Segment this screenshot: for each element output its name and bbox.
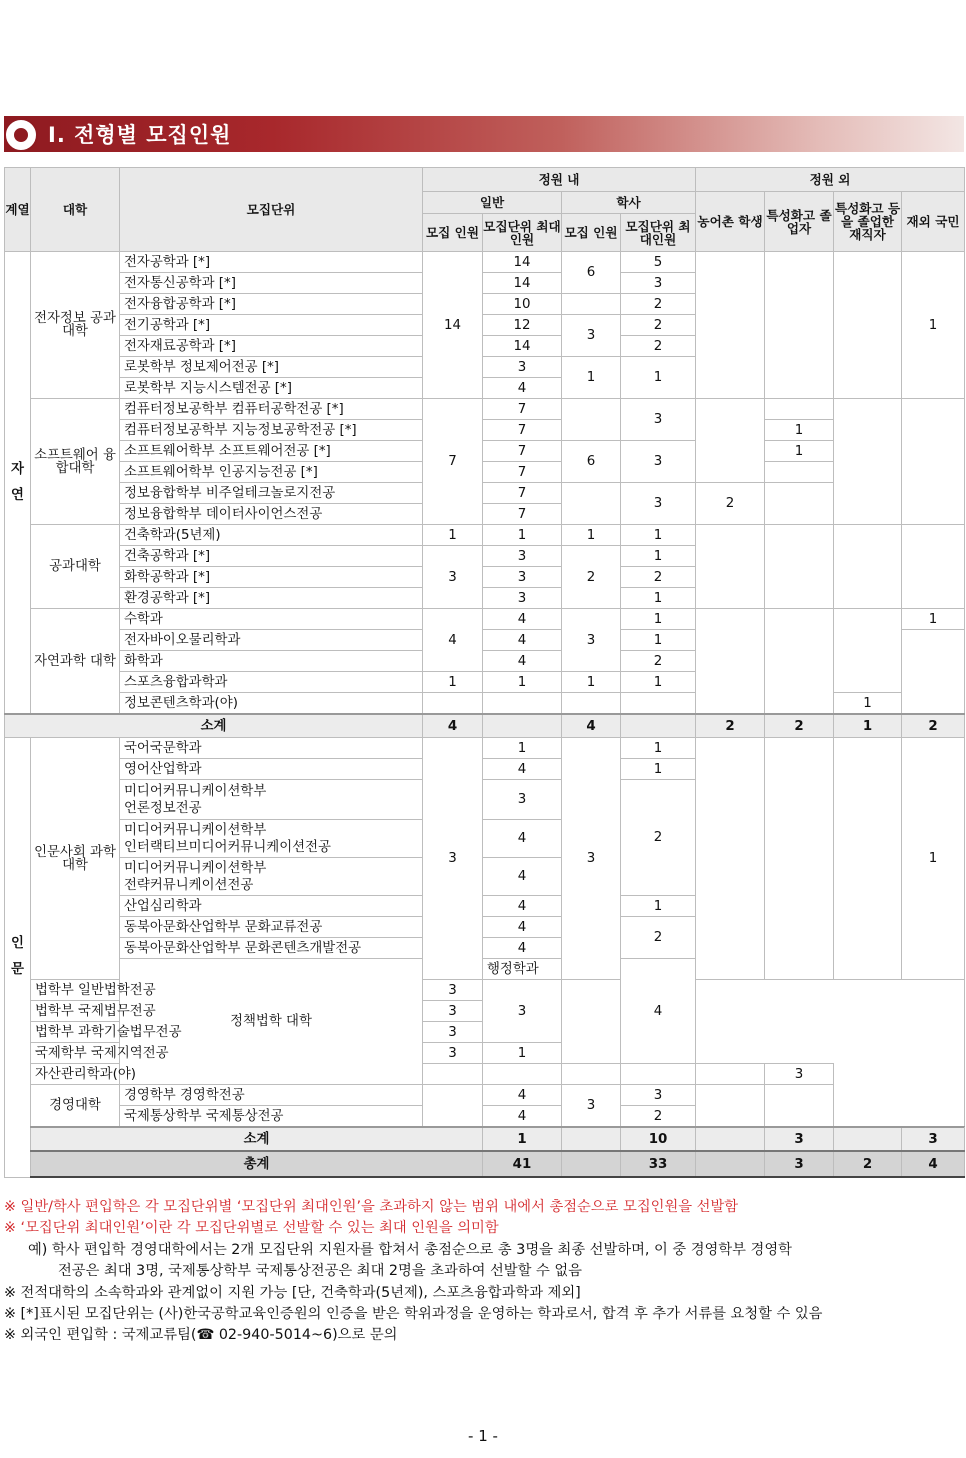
university-logo — [4, 118, 38, 152]
value-cell: 4 — [423, 714, 483, 738]
unit-name: 건축학과(5년제) — [120, 525, 423, 546]
value-cell: 4 — [902, 1151, 965, 1177]
college-cell: 경영대학 — [31, 1085, 120, 1128]
value-cell — [621, 693, 696, 715]
value-cell: 4 — [483, 630, 562, 651]
value-cell: 3 — [562, 738, 621, 980]
value-cell — [483, 693, 562, 715]
unit-name: 전자공학과 [*] — [120, 252, 423, 273]
value-cell — [696, 525, 765, 609]
col-gyeyeol: 계열 — [5, 168, 31, 252]
value-cell — [834, 525, 902, 609]
unit-name: 전자재료공학과 [*] — [120, 336, 423, 357]
value-cell: 3 — [562, 1085, 621, 1128]
value-cell: 3 — [562, 609, 621, 672]
subtotal-label: 소계 — [5, 714, 423, 738]
value-cell: 1 — [621, 357, 696, 399]
unit-name: 법학부 국제법무전공 — [31, 1001, 120, 1022]
unit-name: 건축공학과 [*] — [120, 546, 423, 567]
value-cell — [834, 252, 902, 399]
unit-name: 국제학부 국제지역전공 — [31, 1043, 120, 1064]
value-cell: 7 — [483, 504, 562, 525]
value-cell: 1 — [423, 525, 483, 546]
value-cell: 3 — [483, 588, 562, 609]
value-cell: 3 — [562, 315, 621, 357]
unit-name: 정보콘텐츠학과(야) — [120, 693, 423, 715]
value-cell — [562, 1064, 621, 1085]
value-cell: 4 — [483, 820, 562, 858]
value-cell: 1 — [562, 525, 621, 546]
college-cell: 인문사회 과학대학 — [31, 738, 120, 980]
unit-name: 동북아문화산업학부 문화콘텐츠개발전공 — [120, 938, 423, 959]
note-5: ※ 외국인 편입학 : 국제교류팀(☎ 02-940-5014~6)으로 문의 — [4, 1327, 398, 1344]
col-haksa-inwon: 모집 인원 — [562, 214, 621, 252]
value-cell: 10 — [483, 294, 562, 315]
value-cell: 2 — [621, 315, 696, 336]
value-cell: 1 — [621, 525, 696, 546]
value-cell — [621, 714, 696, 738]
value-cell: 1 — [621, 609, 696, 630]
college-cell: 정책법학 대학 — [120, 959, 423, 1085]
unit-name: 로봇학부 정보제어전공 [*] — [120, 357, 423, 378]
value-cell: 1 — [765, 441, 834, 462]
unit-name: 정보융합학부 데이터사이언스전공 — [120, 504, 423, 525]
value-cell: 1 — [562, 357, 621, 399]
value-cell — [765, 525, 834, 609]
value-cell: 3 — [423, 980, 483, 1001]
value-cell: 41 — [483, 1151, 562, 1177]
unit-name: 국제통상학부 국제통상전공 — [120, 1106, 423, 1128]
value-cell: 10 — [621, 1127, 696, 1151]
value-cell: 3 — [423, 1001, 483, 1022]
notes — [4, 1197, 962, 1347]
value-cell: 1 — [621, 759, 696, 780]
unit-name: 컴퓨터정보공학부 지능정보공학전공 [*] — [120, 420, 423, 441]
value-cell: 12 — [483, 315, 562, 336]
total-row — [5, 1151, 965, 1177]
unit-name: 전자바이오물리학과 — [120, 630, 423, 651]
unit-name: 법학부 일반법학전공 — [31, 980, 120, 1001]
value-cell: 1 — [423, 672, 483, 693]
value-cell: 3 — [483, 980, 562, 1043]
value-cell: 2 — [621, 780, 696, 896]
value-cell — [902, 525, 965, 609]
unit-name: 법학부 과학기술법무전공 — [31, 1022, 120, 1043]
col-jeongwon-nae: 정원 내 — [423, 168, 696, 192]
value-cell: 4 — [621, 959, 696, 1064]
unit-name: 화학공학과 [*] — [120, 567, 423, 588]
value-cell: 2 — [621, 336, 696, 357]
col-ilban-inwon: 모집 인원 — [423, 214, 483, 252]
value-cell: 3 — [483, 357, 562, 378]
value-cell — [562, 1151, 621, 1177]
subtotal-row-jayeon — [5, 714, 965, 738]
unit-name: 경영학부 경영학전공 — [120, 1085, 423, 1106]
value-cell: 3 — [621, 1085, 696, 1106]
unit-name: 동북아문화산업학부 문화교류전공 — [120, 917, 423, 938]
value-cell: 1 — [621, 738, 696, 759]
value-cell: 3 — [483, 780, 562, 820]
value-cell: 1 — [902, 738, 965, 980]
value-cell: 1 — [621, 672, 696, 693]
value-cell: 1 — [483, 738, 562, 759]
value-cell: 7 — [483, 420, 562, 441]
col-ilban: 일반 — [423, 192, 562, 214]
college-cell: 소프트웨어 융합대학 — [31, 399, 120, 525]
value-cell — [483, 714, 562, 738]
page-number: - 1 - — [468, 1427, 498, 1445]
value-cell — [696, 1085, 765, 1128]
value-cell — [562, 399, 621, 441]
value-cell: 3 — [902, 1127, 965, 1151]
unit-name: 로봇학부 지능시스템전공 [*] — [120, 378, 423, 399]
college-cell: 공과대학 — [31, 525, 120, 609]
value-cell — [834, 738, 902, 980]
unit-name: 미디어커뮤니케이션학부 인터랙티브미디어커뮤니케이션전공 — [120, 820, 423, 858]
value-cell: 3 — [765, 1064, 834, 1085]
value-cell — [765, 462, 834, 483]
value-cell: 1 — [483, 672, 562, 693]
value-cell: 3 — [621, 399, 696, 441]
unit-name: 컴퓨터정보공학부 컴퓨터공학전공 [*] — [120, 399, 423, 420]
value-cell — [902, 399, 965, 525]
col-ilban-max: 모집단위 최대인원 — [483, 214, 562, 252]
col-haksa: 학사 — [562, 192, 696, 214]
value-cell: 3 — [765, 1151, 834, 1177]
value-cell — [423, 693, 483, 715]
value-cell: 4 — [483, 858, 562, 896]
unit-name: 전자융합공학과 [*] — [120, 294, 423, 315]
value-cell: 3 — [483, 567, 562, 588]
value-cell: 1 — [765, 420, 834, 441]
value-cell: 4 — [483, 378, 562, 399]
value-cell: 3 — [423, 1022, 483, 1043]
col-unit: 모집단위 — [120, 168, 423, 252]
subtotal-row-inmun — [5, 1127, 965, 1151]
value-cell: 7 — [483, 441, 562, 462]
value-cell: 1 — [483, 1043, 562, 1064]
value-cell — [562, 483, 621, 525]
value-cell — [696, 1064, 765, 1085]
unit-name: 스포츠융합과학과 — [120, 672, 423, 693]
value-cell: 1 — [902, 609, 965, 630]
section-title: Ⅰ. 전형별 모집인원 — [48, 123, 232, 147]
note-example-1: 예) 학사 편입학 경영대학에서는 2개 모집단위 지원자를 합쳐서 총점순으로 총 3명을 최종 선발하며, 이 중 경영학부 경영학 — [28, 1241, 792, 1258]
recruitment-table — [4, 167, 965, 1178]
value-cell: 2 — [621, 567, 696, 588]
value-cell — [765, 483, 834, 525]
value-cell: 1 — [483, 1127, 562, 1151]
college-cell: 전자정보 공과대학 — [31, 252, 120, 399]
value-cell — [902, 630, 965, 715]
value-cell: 4 — [562, 714, 621, 738]
value-cell — [696, 1151, 765, 1177]
value-cell: 2 — [621, 294, 696, 315]
value-cell: 2 — [696, 714, 765, 738]
col-teukseong-grad: 특성화고 졸업자 — [765, 192, 834, 252]
value-cell: 1 — [834, 714, 902, 738]
value-cell — [834, 609, 902, 693]
value-cell: 3 — [423, 738, 483, 980]
value-cell: 6 — [562, 441, 621, 483]
value-cell: 2 — [621, 1106, 696, 1128]
col-nongeochon: 농어촌 학생 — [696, 192, 765, 252]
college-cell: 자연과학 대학 — [31, 609, 120, 715]
value-cell: 3 — [423, 546, 483, 609]
value-cell: 14 — [483, 273, 562, 294]
value-cell — [696, 1127, 765, 1151]
value-cell — [696, 252, 765, 399]
value-cell — [765, 1085, 834, 1128]
value-cell: 1 — [834, 693, 902, 715]
value-cell — [834, 1127, 902, 1151]
value-cell: 1 — [902, 252, 965, 399]
col-college: 대학 — [31, 168, 120, 252]
col-teukseong-work: 특성화고 등을 졸업한 재직자 — [834, 192, 902, 252]
value-cell: 4 — [483, 609, 562, 630]
value-cell: 3 — [483, 546, 562, 567]
note-4: ※ [*]표시된 모집단위는 (사)한국공학교육인증원의 인증을 받은 학위과정을 운영하는 학과로서, 합격 후 추가 서류를 요청할 수 있음 — [4, 1306, 823, 1323]
unit-name: 정보융합학부 비주얼테크놀로지전공 — [120, 483, 423, 504]
value-cell: 2 — [696, 483, 765, 525]
note-example-2: 전공은 최대 3명, 국제통상학부 국제통상전공은 최대 2명을 초과하여 선발할 수 없음 — [58, 1263, 582, 1280]
unit-name: 수학과 — [120, 609, 423, 630]
value-cell — [423, 1064, 483, 1085]
value-cell: 4 — [483, 917, 562, 938]
unit-name: 소프트웨어학부 인공지능전공 [*] — [120, 462, 423, 483]
value-cell — [483, 1064, 562, 1085]
col-jaeoe: 재외 국민 — [902, 192, 965, 252]
table-header — [5, 168, 965, 252]
unit-name: 전자통신공학과 [*] — [120, 273, 423, 294]
value-cell: 4 — [483, 1106, 562, 1128]
value-cell: 3 — [621, 441, 696, 483]
note-1: ※ 일반/학사 편입학은 각 모집단위별 ‘모집단위 최대인원’을 초과하지 않는 범위 내에서 총점순으로 모집인원을 선발함 — [4, 1199, 739, 1215]
value-cell: 2 — [562, 546, 621, 609]
value-cell — [696, 609, 765, 715]
value-cell — [834, 399, 902, 525]
col-jeongwon-oe: 정원 외 — [696, 168, 965, 192]
value-cell — [765, 399, 834, 420]
value-cell — [423, 1085, 483, 1128]
value-cell — [765, 738, 834, 980]
value-cell: 7 — [483, 462, 562, 483]
unit-name: 영어산업학과 — [120, 759, 423, 780]
value-cell — [562, 693, 621, 715]
value-cell: 4 — [483, 759, 562, 780]
unit-name: 화학과 — [120, 651, 423, 672]
value-cell: 4 — [423, 609, 483, 672]
group-inmun: 인 문 — [5, 738, 31, 1178]
value-cell: 7 — [483, 483, 562, 504]
value-cell: 1 — [621, 588, 696, 609]
value-cell: 4 — [483, 896, 562, 917]
unit-name: 미디어커뮤니케이션학부 전략커뮤니케이션전공 — [120, 858, 423, 896]
value-cell: 2 — [621, 651, 696, 672]
value-cell: 2 — [765, 714, 834, 738]
total-label: 총계 — [31, 1151, 483, 1177]
note-3: ※ 전적대학의 소속학과와 관계없이 지원 가능 [단, 건축학과(5년제), 스포츠융합과학과 제외] — [4, 1284, 581, 1301]
value-cell: 33 — [621, 1151, 696, 1177]
value-cell: 7 — [423, 399, 483, 525]
value-cell: 1 — [621, 630, 696, 651]
group-jayeon: 자 연 — [5, 252, 31, 715]
unit-name: 전기공학과 [*] — [120, 315, 423, 336]
value-cell — [765, 252, 834, 399]
value-cell: 14 — [423, 252, 483, 399]
value-cell: 1 — [562, 672, 621, 693]
value-cell: 7 — [483, 399, 562, 420]
col-haksa-max: 모집단위 최대인원 — [621, 214, 696, 252]
unit-name: 소프트웨어학부 소프트웨어전공 [*] — [120, 441, 423, 462]
value-cell: 1 — [483, 525, 562, 546]
value-cell — [696, 738, 765, 980]
subtotal-label: 소계 — [31, 1127, 483, 1151]
value-cell: 1 — [621, 546, 696, 567]
value-cell: 2 — [621, 917, 696, 959]
unit-name: 국어국문학과 — [120, 738, 423, 759]
value-cell: 1 — [621, 896, 696, 917]
value-cell: 2 — [834, 1151, 902, 1177]
unit-name: 자산관리학과(야) — [31, 1064, 120, 1085]
unit-name: 행정학과 — [483, 959, 562, 980]
value-cell: 3 — [423, 1043, 483, 1064]
value-cell: 4 — [483, 938, 562, 959]
unit-name: 환경공학과 [*] — [120, 588, 423, 609]
value-cell: 14 — [483, 252, 562, 273]
value-cell: 3 — [621, 273, 696, 294]
value-cell: 3 — [621, 483, 696, 525]
value-cell: 5 — [621, 252, 696, 273]
note-2: ※ ‘모집단위 최대인원’이란 각 모집단위별로 선발할 수 있는 최대 인원을 의미함 — [4, 1220, 499, 1237]
value-cell: 14 — [483, 336, 562, 357]
value-cell — [765, 609, 834, 715]
value-cell — [562, 1127, 621, 1151]
value-cell — [621, 1064, 696, 1085]
value-cell: 3 — [765, 1127, 834, 1151]
unit-name: 산업심리학과 — [120, 896, 423, 917]
value-cell: 6 — [562, 252, 621, 294]
unit-name: 미디어커뮤니케이션학부 언론정보전공 — [120, 780, 423, 820]
value-cell — [562, 294, 621, 315]
value-cell: 4 — [483, 1085, 562, 1106]
value-cell: 4 — [483, 651, 562, 672]
value-cell: 2 — [902, 714, 965, 738]
value-cell — [696, 399, 765, 483]
